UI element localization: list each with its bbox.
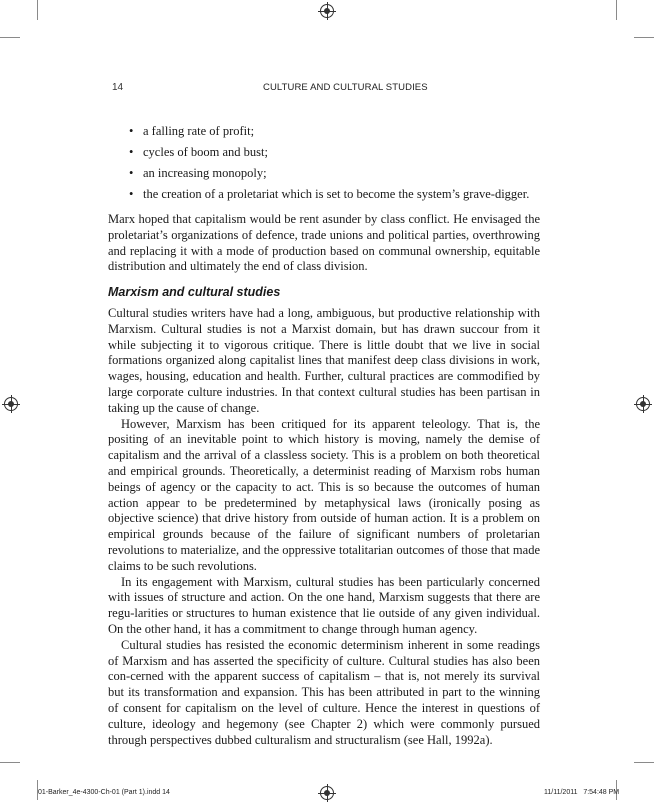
intro-paragraph: Marx hoped that capitalism would be rent asunder by class conflict. He envisaged the proletariat’s organizations of defence, trade unions and political parties, overthrowing and replacing it with a mode of production based on communal ownership, equitable distribution and ultimately the end of class division. bbox=[108, 212, 540, 274]
registration-mark-bottom-icon bbox=[320, 786, 334, 800]
crop-mark-bottom-left-h bbox=[0, 762, 20, 763]
crop-mark-top-right-h bbox=[634, 37, 654, 38]
slug-datetime bbox=[544, 789, 619, 796]
bullet-item: • the creation of a proletariat which is set to become the system’s grave-digger. bbox=[129, 184, 549, 205]
slug-date: 11/11/2011 bbox=[544, 789, 578, 796]
slug-file-name: 01-Barker_4e-4300-Ch-01 (Part 1).indd 14 bbox=[38, 789, 170, 796]
body-paragraph: In its engagement with Marxism, cultural studies has been particularly concerned with issues of structure and action. On the one hand, Marxism suggests that there are regu-larities or structures to human existence that lie outside of any given individual. On the other hand, it has a commitment to change through human agency. bbox=[108, 574, 540, 636]
registration-mark-right-icon bbox=[636, 397, 650, 411]
page-number: 14 bbox=[112, 82, 124, 93]
bullet-item: • a falling rate of profit; bbox=[129, 121, 549, 142]
bullet-list bbox=[129, 121, 549, 205]
crop-mark-top-left-h bbox=[0, 37, 20, 38]
body-paragraph: Cultural studies has resisted the economic determinism inherent in some readings of Marxism and has asserted the specificity of culture. Cultural studies has also been con-cerned with the apparent success of capitalism – that is, not merely its survival but its transformation and expansion. This has been attributed in part to the winning of consent for capitalism on the level of culture. Hence the interest in questions of culture, ideology and hegemony (see Chapter 2) which were commonly pursued through perspectives dubbed culturalism and structuralism (see Hall, 1992a). bbox=[108, 637, 540, 747]
section-heading: Marxism and cultural studies bbox=[108, 285, 281, 299]
crop-mark-top-left-v bbox=[37, 0, 38, 20]
registration-mark-top-icon bbox=[320, 4, 334, 18]
crop-mark-top-right-v bbox=[616, 0, 617, 20]
body-paragraph: However, Marxism has been critiqued for its apparent teleology. That is, the positing of an inevitable point to which history is moving, namely the demise of capitalism and the arrival of a classless society. This is a problem on both theoretical and empirical grounds. Theoretically, a determinist reading of Marxism robs human beings of agency or the capacity to act. This is so because the outcomes of human action appear to be predetermined by metaphysical laws (ironically posing as objective science) that drive history from outside of human action. It is a problem on empirical grounds because of the failure of significant numbers of proletarian revolutions to materialize, and the oppressive totalitarian outcomes of those that made claims to be such revolutions. bbox=[108, 416, 540, 573]
registration-mark-left-icon bbox=[4, 397, 18, 411]
bullet-item: • an increasing monopoly; bbox=[129, 163, 549, 184]
bullet-item: • cycles of boom and bust; bbox=[129, 142, 549, 163]
crop-mark-bottom-right-h bbox=[634, 762, 654, 763]
running-head: CULTURE AND CULTURAL STUDIES bbox=[263, 82, 428, 93]
slug-time: 7:54:48 PM bbox=[583, 789, 620, 796]
section-body bbox=[108, 306, 540, 748]
body-paragraph: Cultural studies writers have had a long, ambiguous, but productive relationship with Marxism. Cultural studies is not a Marxist domain, but has drawn succour from it while subjecting it to vigorous critique. There is little doubt that we live in social formations organized along capitalist lines that manifest deep class divisions in work, wages, housing, education and health. Further, cultural practices are commodified by large corporate culture industries. In that context cultural studies has been partisan in taking up the cause of change. bbox=[108, 306, 540, 415]
